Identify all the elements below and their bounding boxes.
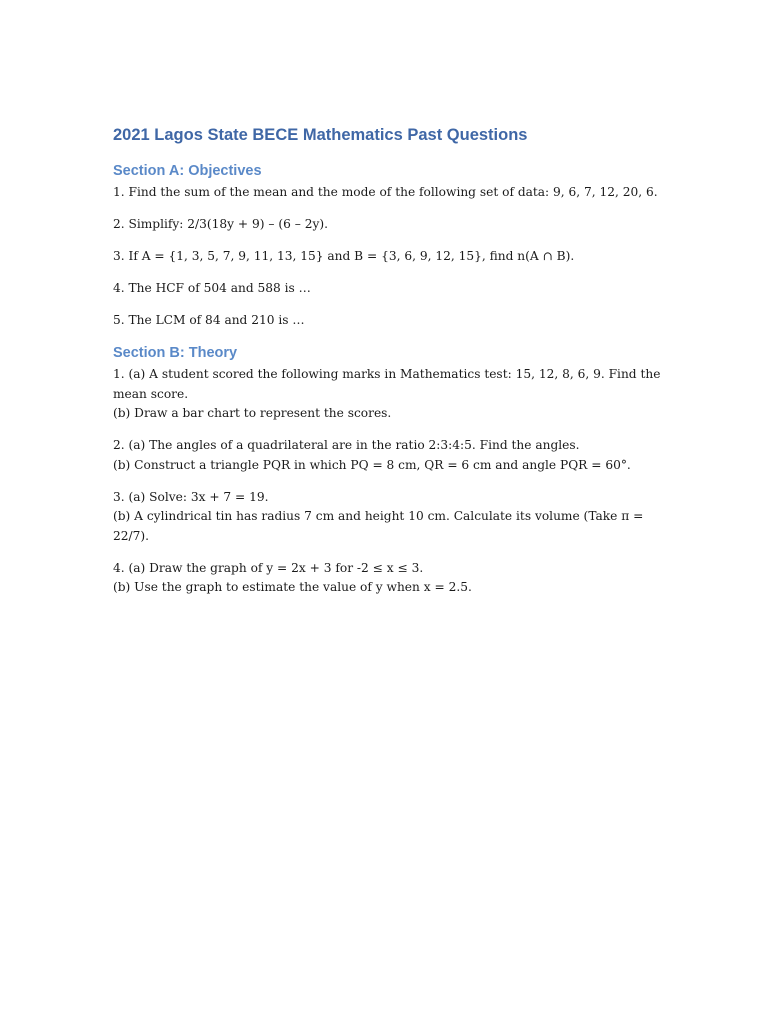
document-title: 2021 Lagos State BECE Mathematics Past Questions: [113, 126, 528, 144]
theory-question-4-part-b: (b) Use the graph to estimate the value of y when x = 2.5.: [113, 580, 472, 594]
theory-list: [113, 365, 673, 598]
theory-question-1: [113, 365, 673, 424]
section-a-heading: Section A: Objectives: [113, 163, 262, 179]
objective-question-3: 3. If A = {1, 3, 5, 7, 9, 11, 13, 15} and B = {3, 6, 9, 12, 15}, find n(A ∩ B).: [113, 249, 575, 263]
theory-question-3-part-a: 3. (a) Solve: 3x + 7 = 19.: [113, 489, 269, 504]
objectives-list: [113, 183, 673, 331]
objective-question-2: 2. Simplify: 2/3(18y + 9) – (6 – 2y).: [113, 217, 328, 231]
theory-question-2: [113, 436, 673, 475]
theory-question-1-part-a-line-1: 1. (a) A student scored the following marks in Mathematics test: 15, 12, 8, 6, 9. Find the: [113, 367, 661, 381]
theory-question-4-part-a: 4. (a) Draw the graph of y = 2x + 3 for -2 ≤ x ≤ 3.: [113, 560, 424, 575]
theory-question-3: [113, 488, 673, 547]
theory-question-4: [113, 559, 673, 598]
theory-question-2-part-a: 2. (a) The angles of a quadrilateral are in the ratio 2:3:4:5. Find the angles.: [113, 438, 580, 452]
document-page: [113, 124, 673, 610]
theory-question-3-part-b: (b) A cylindrical tin has radius 7 cm and height 10 cm. Calculate its volume (Take π = 22/7).: [113, 509, 644, 543]
theory-question-1-part-b: (b) Draw a bar chart to represent the scores.: [113, 406, 392, 420]
objective-question-1: 1. Find the sum of the mean and the mode of the following set of data: 9, 6, 7, 12, 20, 6.: [113, 185, 658, 199]
objective-question-5: 5. The LCM of 84 and 210 is …: [113, 313, 305, 327]
theory-question-2-part-b: (b) Construct a triangle PQR in which PQ = 8 cm, QR = 6 cm and angle PQR = 60°.: [113, 457, 631, 472]
theory-question-1-part-a-line-2: mean score.: [113, 386, 189, 401]
objective-question-4: 4. The HCF of 504 and 588 is …: [113, 281, 311, 295]
section-b-heading: Section B: Theory: [113, 345, 238, 361]
